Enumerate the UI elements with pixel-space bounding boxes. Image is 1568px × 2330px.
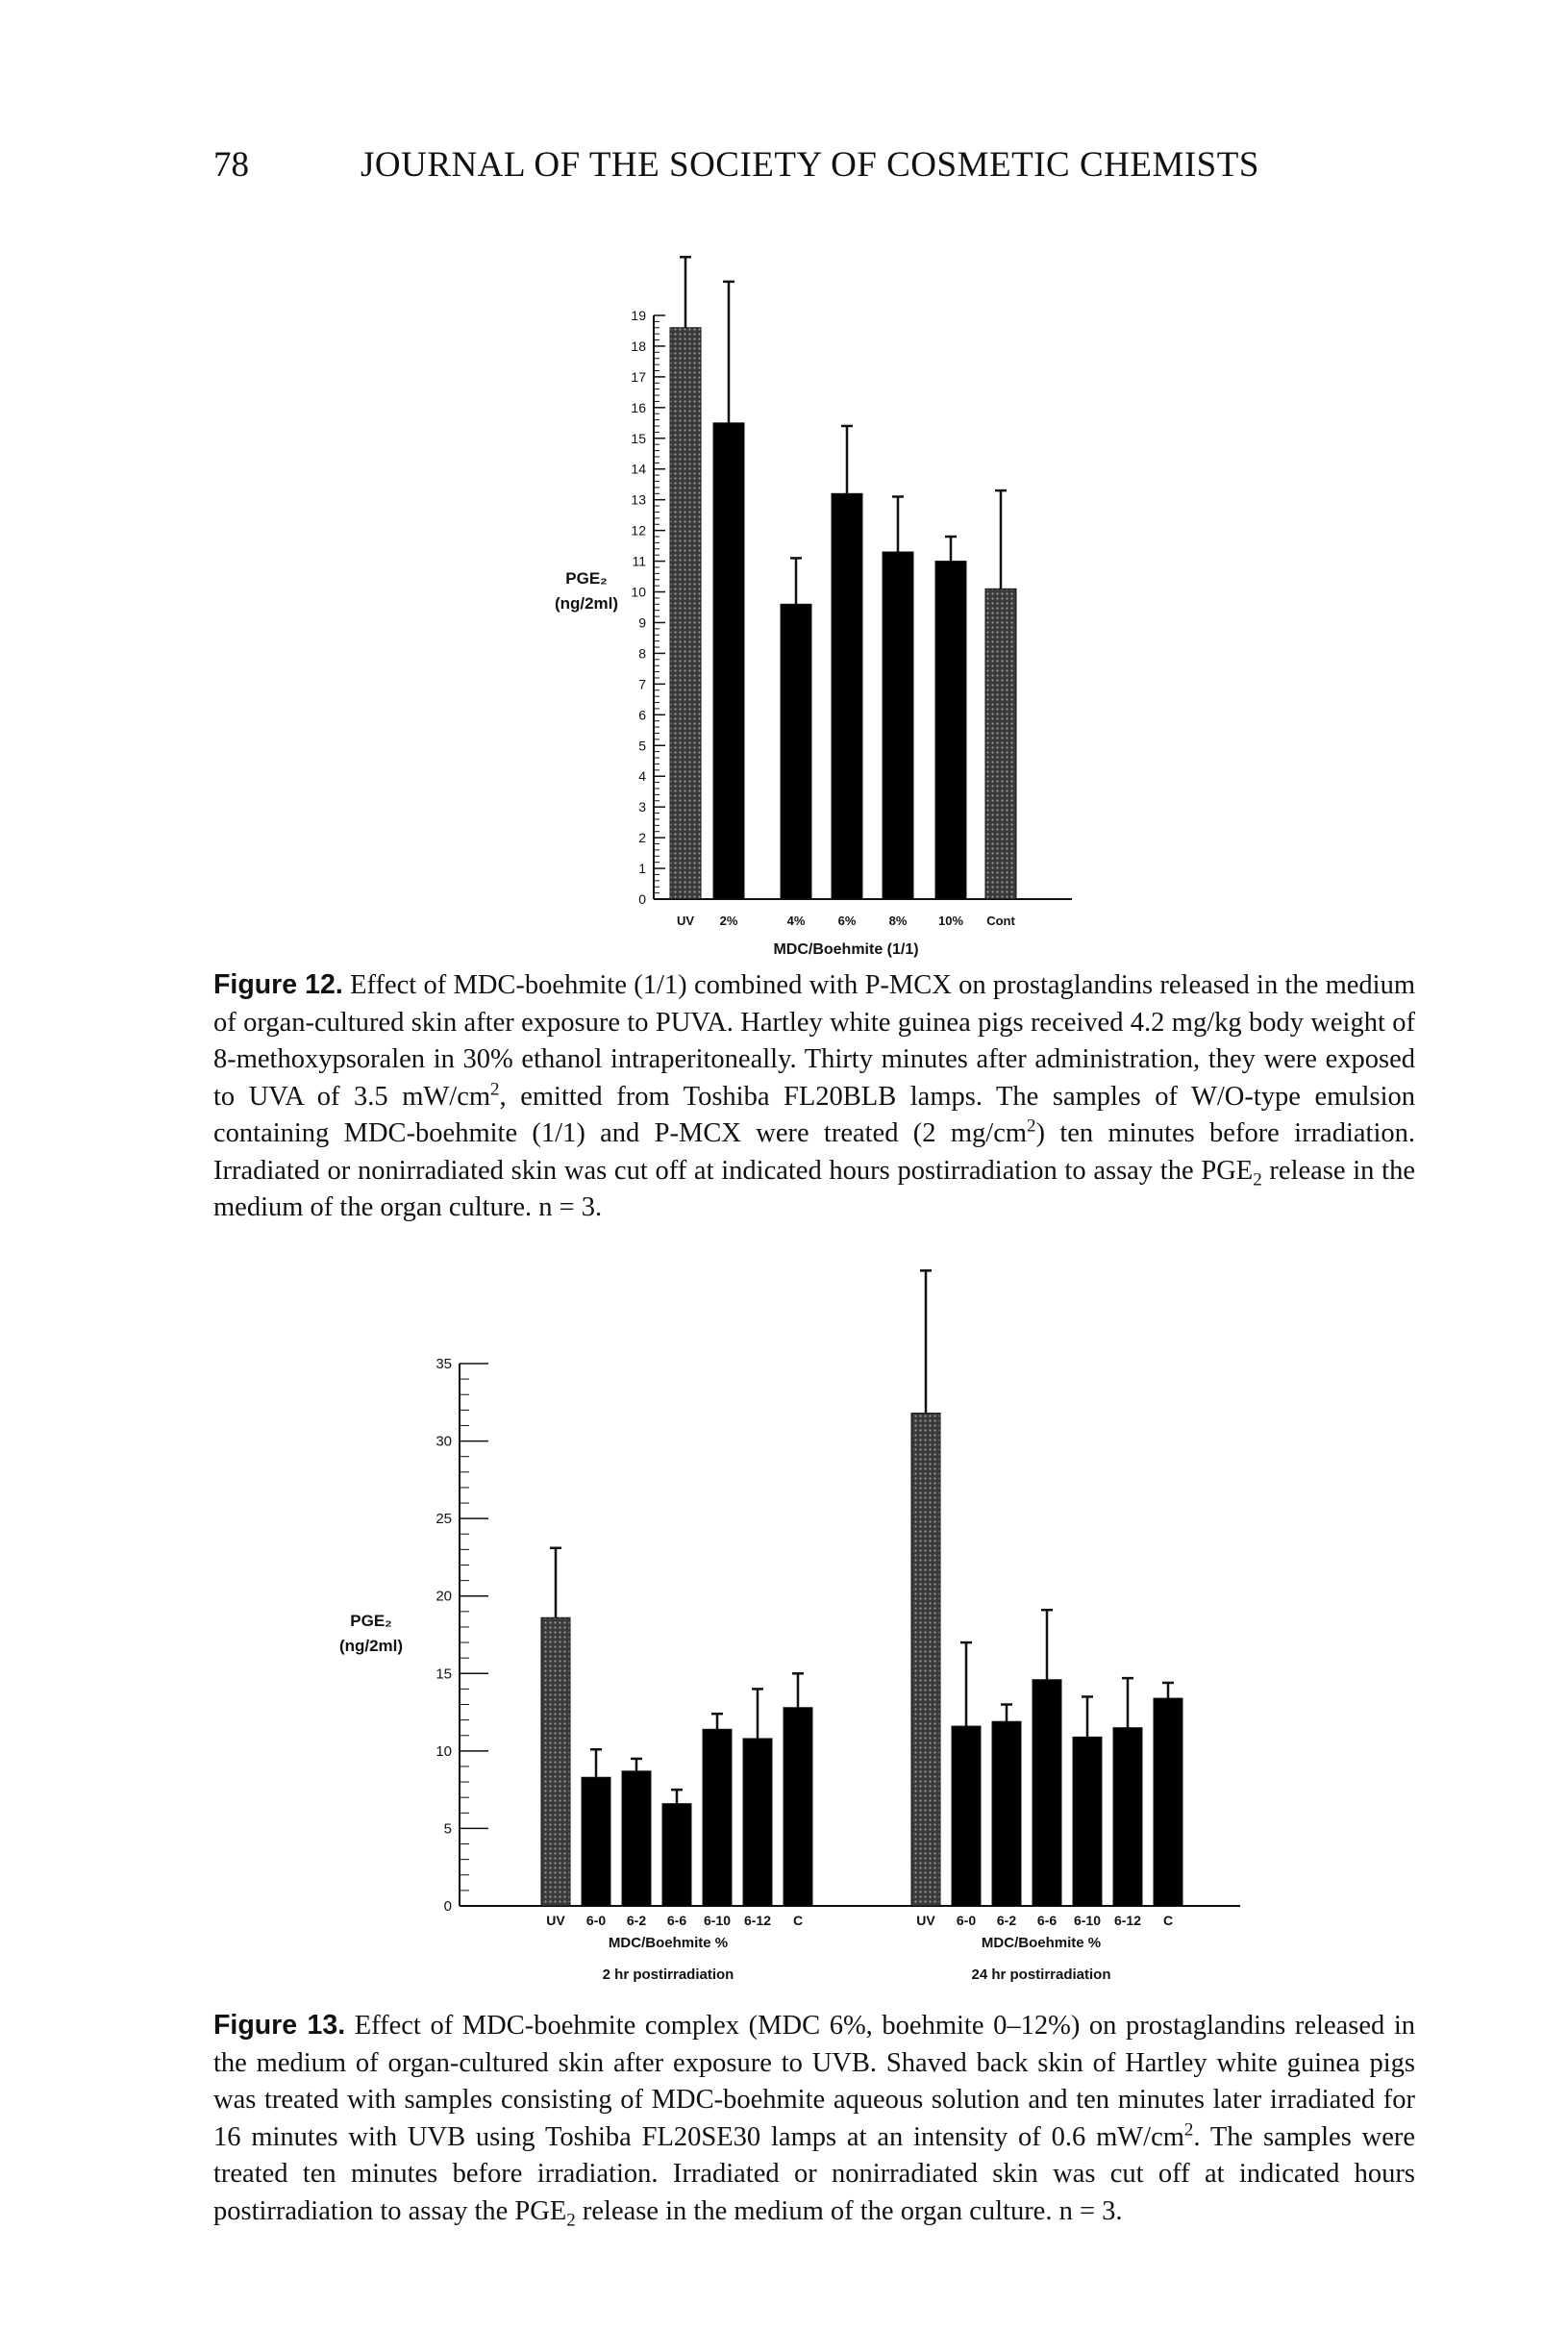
x-tick-label: 6-2 bbox=[996, 1913, 1017, 1928]
caption-text: ) ten minutes before irradiation. Irradiated or nonirradiated skin was cut off at indicated hours postirradiation to assay the PGE bbox=[213, 1118, 1415, 1186]
bar-6-12 bbox=[1113, 1728, 1142, 1906]
bar-UV bbox=[911, 1414, 940, 1906]
x-tick-label: UV bbox=[546, 1913, 565, 1928]
x-tick-label: 6-6 bbox=[1036, 1913, 1058, 1928]
y-axis-label-line2: (ng/2ml) bbox=[338, 1637, 404, 1655]
y-tick-label: 30 bbox=[436, 1433, 452, 1450]
bar-10% bbox=[935, 562, 966, 899]
y-tick-label: 2 bbox=[638, 830, 646, 846]
bar-6-12 bbox=[743, 1739, 772, 1906]
bar-2% bbox=[713, 423, 744, 899]
group-1-label: MDC/Boehmite % bbox=[608, 1935, 729, 1951]
y-tick-label: 14 bbox=[631, 461, 646, 477]
caption-text: , emitted from Toshiba FL20BLB lamps. The samples of W/O-type emulsion containing MDC-boehmite (1/1) and P-MCX were treated (2 mg/cm bbox=[213, 1081, 1415, 1148]
figure-13-caption bbox=[213, 2007, 1415, 2230]
x-tick-label: 6-0 bbox=[956, 1913, 977, 1928]
bar-UV bbox=[670, 328, 701, 899]
figure-12-chart bbox=[0, 240, 1568, 971]
subscript: 2 bbox=[1253, 1169, 1262, 1190]
group-2-label: MDC/Boehmite % bbox=[981, 1935, 1102, 1951]
y-tick-label: 5 bbox=[443, 1820, 452, 1838]
x-tick-label: 6-6 bbox=[666, 1913, 687, 1928]
x-tick-label: 6-12 bbox=[743, 1913, 772, 1928]
y-tick-label: 6 bbox=[638, 707, 646, 723]
x-tick-label: 6-12 bbox=[1113, 1913, 1142, 1928]
bar-C bbox=[1154, 1698, 1182, 1906]
group-2-sublabel: 24 hr postirradiation bbox=[971, 1967, 1111, 1983]
y-tick-label: 18 bbox=[631, 338, 646, 354]
superscript: 2 bbox=[490, 1079, 500, 1099]
bar-6-10 bbox=[1073, 1737, 1102, 1906]
x-tick-label: Cont bbox=[986, 914, 1015, 928]
x-tick-label: 10% bbox=[937, 914, 964, 928]
y-tick-label: 15 bbox=[436, 1666, 452, 1683]
subscript: 2 bbox=[566, 2210, 576, 2231]
page-header bbox=[0, 144, 1568, 202]
x-tick-label: 8% bbox=[888, 914, 908, 928]
figure-13-label: Figure 13. bbox=[213, 2010, 346, 2041]
y-tick-label: 20 bbox=[436, 1588, 452, 1605]
bar-6-6 bbox=[1033, 1680, 1061, 1906]
caption-text: Effect of MDC-boehmite (1/1) combined with P-MCX on prostaglandins released in the medium of organ-cultured skin after exposure to PUVA. Hartley white guinea pigs received 4.2 mg/kg body weight of 8-methoxypsoralen in 30% ethanol intraperitoneally. Thirty minutes after administration, they were exposed to UVA of 3.5 mW/cm bbox=[213, 970, 1416, 1112]
y-tick-label: 13 bbox=[631, 491, 646, 508]
bar-8% bbox=[883, 552, 913, 899]
figure-12-caption bbox=[213, 966, 1415, 1227]
caption-text: release in the medium of the organ culture. n = 3. bbox=[213, 1155, 1415, 1222]
y-tick-label: 9 bbox=[638, 614, 646, 631]
bar-UV bbox=[541, 1617, 570, 1906]
page-number: 78 bbox=[213, 145, 249, 185]
caption-text: . The samples were treated ten minutes before irradiation. Irradiated or nonirradiated skin was cut off at indicated hours postirradiation to assay the PGE bbox=[213, 2121, 1415, 2226]
y-tick-label: 10 bbox=[631, 584, 646, 600]
y-tick-label: 0 bbox=[443, 1898, 452, 1915]
y-tick-label: 11 bbox=[632, 553, 646, 569]
bar-6-6 bbox=[662, 1804, 691, 1906]
x-tick-label: 6% bbox=[837, 914, 857, 928]
y-tick-label: 17 bbox=[631, 368, 646, 385]
y-axis-label-line2: (ng/2ml) bbox=[554, 594, 619, 613]
group-1-sublabel: 2 hr postirradiation bbox=[602, 1967, 734, 1983]
y-tick-label: 15 bbox=[631, 430, 646, 446]
y-tick-label: 0 bbox=[638, 891, 646, 907]
bar-6-0 bbox=[952, 1726, 981, 1906]
y-tick-label: 16 bbox=[631, 399, 646, 415]
bars bbox=[670, 257, 1016, 928]
y-tick-label: 4 bbox=[638, 768, 646, 785]
x-tick-label: UV bbox=[916, 1913, 935, 1928]
bar-6-2 bbox=[992, 1721, 1021, 1906]
x-tick-label: 6-10 bbox=[703, 1913, 732, 1928]
figure-12-label: Figure 12. bbox=[213, 969, 343, 1000]
y-tick-label: 3 bbox=[638, 799, 646, 815]
x-tick-label: C bbox=[792, 1913, 804, 1928]
y-tick-label: 35 bbox=[436, 1356, 452, 1372]
y-tick-label: 10 bbox=[436, 1742, 452, 1760]
bar-Cont bbox=[985, 589, 1016, 899]
x-tick-label: 6-2 bbox=[626, 1913, 647, 1928]
x-tick-label: 4% bbox=[786, 914, 806, 928]
y-tick-label: 5 bbox=[638, 738, 646, 754]
bar-4% bbox=[781, 604, 811, 899]
y-tick-label: 12 bbox=[631, 522, 646, 539]
y-tick-label: 25 bbox=[436, 1511, 452, 1528]
x-tick-label: C bbox=[1162, 1913, 1174, 1928]
y-tick-label: 7 bbox=[638, 676, 646, 692]
bar-6% bbox=[832, 493, 862, 899]
y-tick-label: 8 bbox=[638, 645, 646, 662]
y-tick-label: 1 bbox=[638, 861, 646, 877]
caption-text: release in the medium of the organ culture. n = 3. bbox=[575, 2195, 1123, 2226]
bar-C bbox=[784, 1708, 812, 1906]
bar-6-0 bbox=[582, 1777, 610, 1906]
y-axis-label-line1: PGE₂ bbox=[565, 569, 608, 588]
y-tick-label: 19 bbox=[631, 308, 646, 323]
y-axis-label-line1: PGE₂ bbox=[350, 1612, 392, 1630]
x-tick-label: UV bbox=[676, 914, 695, 928]
journal-title: JOURNAL OF THE SOCIETY OF COSMETIC CHEMISTS bbox=[361, 145, 1259, 185]
x-tick-label: 6-10 bbox=[1073, 1913, 1102, 1928]
x-tick-label: 6-0 bbox=[585, 1913, 607, 1928]
superscript: 2 bbox=[1027, 1115, 1036, 1137]
caption-text: Effect of MDC-boehmite complex (MDC 6%, boehmite 0–12%) on prostaglandins released in the medium of organ-cultured skin after exposure to UVB. Shaved back skin of Hartley white guinea pigs was treated with samples consisting of MDC-boehmite aqueous solution and ten minutes later irradiated for 16 minutes with UVB using Toshiba FL20SE30 lamps at an intensity of 0.6 mW/cm bbox=[213, 2011, 1416, 2152]
x-tick-label: 2% bbox=[719, 914, 738, 928]
x-axis-label: MDC/Boehmite (1/1) bbox=[773, 941, 919, 958]
bars bbox=[541, 1270, 1182, 1928]
bar-6-10 bbox=[703, 1729, 732, 1906]
bar-6-2 bbox=[622, 1771, 651, 1906]
superscript: 2 bbox=[1183, 2119, 1194, 2140]
figure-13-chart bbox=[0, 1240, 1568, 1983]
